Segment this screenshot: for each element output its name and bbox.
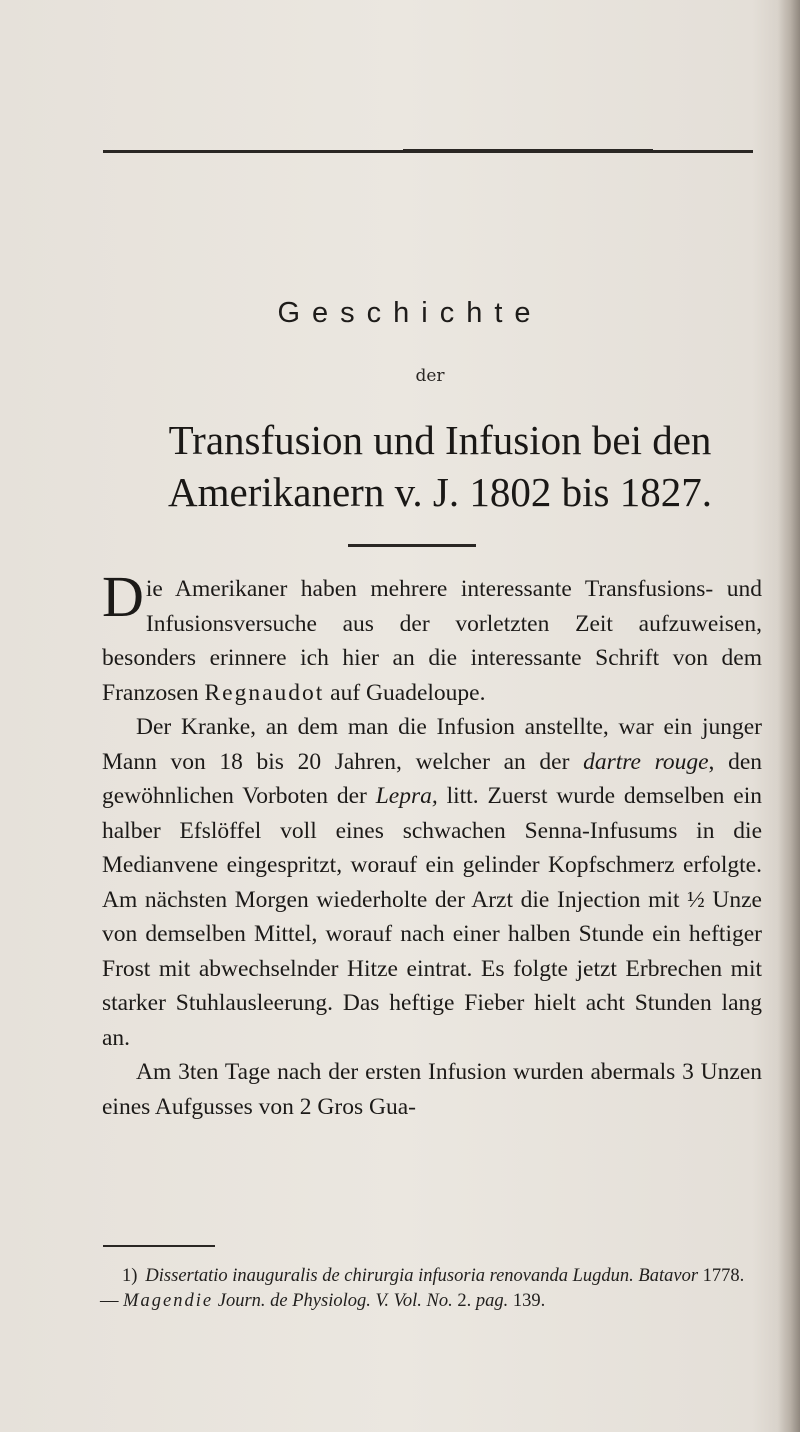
chapter-title <box>60 414 800 518</box>
paragraph-1-end: auf Guadeloupe. <box>324 679 486 706</box>
title-rule <box>348 544 476 547</box>
footnote <box>100 1264 764 1314</box>
term-dartre-rouge: dartre rouge <box>583 748 709 775</box>
paragraph-3: Am 3ten Tage nach der ersten Infusion wurden abermals 3 Unzen eines Aufgusses von 2 Gros Gua- <box>102 1059 762 1120</box>
paragraph-2-text-c: litt. Zuerst wurde demselben ein halber Efslöffel voll eines schwachen Senna-Infusums in die Medianvene eingespritzt, worauf ein gelinder Kopfschmerz erfolgte. Am nächsten Morgen wiederholte der Arzt die Injection mit ½ Unze von demselben Mittel, worauf nach einer halben Stunde ein heftiger Frost mit abwechselnder Hitze eintrat. Es folgte jetzt Erbrechen mit starker Stuhlausleerung. Das heftige Fieber hielt acht Stunden lang an. <box>102 783 762 1051</box>
chapter-title-line-2: Amerikanern v. J. 1802 bis 1827. <box>168 469 712 515</box>
footnote-page: 139. <box>508 1291 546 1311</box>
paragraph-2 <box>102 710 762 1055</box>
author-name: Regnaudot <box>204 679 325 706</box>
chapter-title-line-1: Transfusion und Infusion bei den <box>168 417 712 463</box>
footnote-pag: pag. <box>475 1291 509 1311</box>
drop-cap: D <box>102 564 144 629</box>
footnote-marker: 1) <box>122 1266 138 1286</box>
footnote-number: 2. <box>452 1291 476 1311</box>
heading-connector: der <box>415 366 445 386</box>
paragraph-1 <box>102 564 762 710</box>
chapter-heading: Geschichte <box>277 297 543 329</box>
top-rule <box>103 150 753 153</box>
term-lepra: Lepra, <box>375 783 438 809</box>
footnote-rule <box>103 1245 215 1247</box>
footnote-citation-1: Dissertatio inauguralis de chirurgia infusoria renovanda Lugdun. Batavor <box>145 1266 699 1286</box>
footnote-citation-2: Journ. de Physiolog. V. Vol. No. <box>213 1291 453 1311</box>
paragraph-2-text-a: Der Kranke, an dem man die Infusion anstellte, war ein junger Mann von 18 bis 20 Jahren, welcher an der <box>102 714 762 775</box>
footnote-year: 1778. — <box>100 1266 745 1311</box>
page-edge-shadow <box>778 0 800 1432</box>
paragraph-1-text: ie Amerikaner haben mehrere interessante Transfusions- und Infusionsversuche aus der vorletzten Zeit aufzuweisen, besonders erinnere ich hier an die interessante Schrift von dem Franzosen <box>102 576 762 706</box>
footnote-author: Magendie <box>123 1291 214 1311</box>
body-text <box>102 564 762 1124</box>
paragraph-2-text-b: , den gewöhnlichen Vorboten der <box>102 748 762 809</box>
